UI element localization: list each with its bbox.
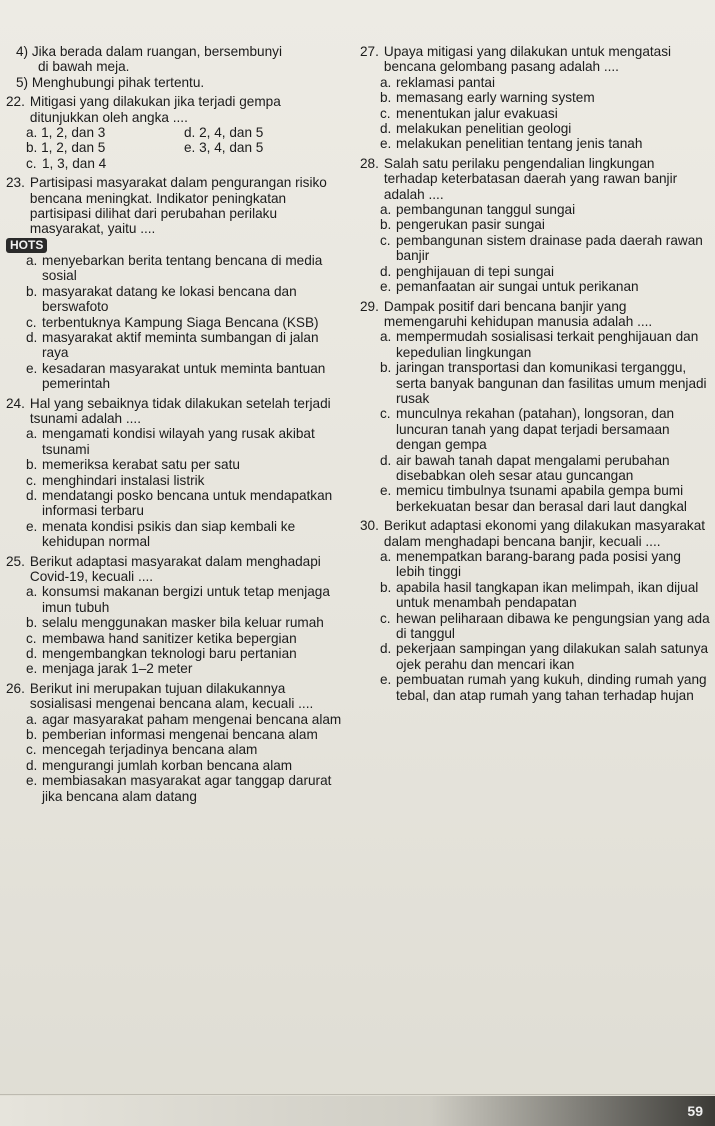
option-text: memicu timbulnya tsunami apabila gempa bumi berkekuatan besar dan berasal dari laut dangkal (396, 483, 687, 514)
answer-option (6, 773, 346, 804)
question-text: Dampak positif dari bencana banjir yang memengaruhi kehidupan manusia adalah .... (383, 298, 653, 329)
answer-option (360, 360, 710, 406)
option-text: hewan peliharaan dibawa ke pengungsian yang ada di tanggul (396, 610, 710, 642)
answer-option (6, 661, 346, 676)
numbered-statement-continuation: di bawah meja. (38, 59, 130, 75)
option-letter: c. (380, 610, 391, 626)
question-text: Berikut adaptasi ekonomi yang dilakukan masyarakat dalam menghadapi bencana banjir, kecuali .... (383, 518, 706, 549)
answer-option (6, 727, 346, 742)
question-number: 28. (360, 155, 379, 171)
answer-option (6, 457, 346, 472)
option-letter: d. (26, 329, 38, 345)
option-text: d. 2, 4, dan 5 (184, 125, 264, 141)
answer-option (6, 284, 346, 315)
option-letter: d. (380, 452, 392, 468)
option-letter: d. (26, 646, 38, 662)
answer-option-row (6, 140, 346, 155)
answer-option (360, 672, 710, 703)
option-letter: e. (26, 661, 38, 677)
option-text: membawa hand sanitizer ketika bepergian (42, 630, 297, 646)
option-letter: d. (380, 641, 392, 657)
option-text: jaringan transportasi dan komunikasi terganggu, serta banyak bangunan dan fasilitas umum menjadi rusak (396, 360, 707, 406)
option-text: agar masyarakat paham mengenai bencana alam (42, 711, 342, 727)
option-letter: b. (380, 217, 392, 233)
option-letter: b. (26, 283, 38, 299)
answer-option (6, 712, 346, 727)
question-number: 30. (360, 518, 379, 534)
left-column (6, 44, 346, 804)
hots-badge: HOTS (6, 238, 47, 253)
option-letter: c. (26, 742, 37, 758)
option-text: pekerjaan sampingan yang dilakukan salah satunya ojek perahu dan mencari ikan (396, 641, 709, 672)
page-number: 59 (687, 1103, 703, 1119)
option-letter: d. (380, 263, 392, 279)
answer-option (6, 361, 346, 392)
option-text: konsumsi makanan bergizi untuk tetap menjaga imun tubuh (42, 584, 330, 615)
option-letter: b. (380, 360, 392, 376)
numbered-statement: 5) Menghubungi pihak tertentu. (16, 74, 205, 90)
option-text: kesadaran masyarakat untuk meminta bantuan pemerintah (42, 360, 326, 392)
answer-option (6, 631, 346, 646)
option-text: apabila hasil tangkapan ikan melimpah, ikan dijual untuk menambah pendapatan (396, 579, 699, 611)
answer-option (6, 615, 346, 630)
option-letter: b. (380, 90, 392, 106)
option-text: melakukan penelitian geologi (396, 121, 572, 137)
question (360, 156, 710, 202)
option-text: pembangunan sistem drainase pada daerah rawan banjir (396, 232, 703, 264)
question (6, 94, 346, 125)
question-text: Berikut ini merupakan tujuan dilakukannya sosialisasi mengenai bencana alam, kecuali .... (29, 680, 314, 712)
option-letter: d. (26, 487, 38, 503)
option-letter: c. (26, 472, 37, 488)
option-letter: a. (380, 202, 392, 218)
answer-option (6, 330, 346, 361)
option-letter: c. (26, 155, 37, 171)
option-letter: e. (380, 672, 392, 688)
question (360, 518, 710, 549)
option-letter: c. (380, 406, 391, 422)
numbered-statement: 4) Jika berada dalam ruangan, bersembunyi (16, 44, 282, 59)
option-letter: e. (26, 518, 38, 534)
option-letter: e. (26, 360, 38, 376)
answer-option (360, 406, 710, 452)
option-text: menentukan jalur evakuasi (396, 105, 558, 121)
option-text: pengerukan pasir sungai (396, 217, 545, 233)
question-number: 25. (6, 553, 25, 569)
option-text: b. 1, 2, dan 5 (26, 140, 106, 156)
question (6, 554, 346, 585)
question-number: 24. (6, 395, 25, 411)
question-text: Upaya mitigasi yang dilakukan untuk mengatasi bencana gelombang pasang adalah .... (383, 44, 672, 75)
option-letter: b. (26, 615, 38, 631)
option-text: menjaga jarak 1–2 meter (42, 661, 193, 677)
option-letter: e. (380, 483, 392, 499)
option-text: pembangunan tanggul sungai (396, 202, 576, 218)
answer-option (360, 264, 710, 279)
answer-option (360, 549, 710, 580)
option-text: masyarakat aktif meminta sumbangan di jalan raya (42, 329, 319, 361)
option-text: pembuatan rumah yang kukuh, dinding rumah yang tebal, dan atap rumah yang tahan terhadap hujan (396, 672, 707, 703)
option-text: membiasakan masyarakat agar tanggap darurat jika bencana alam datang (42, 773, 332, 804)
option-letter: c. (380, 232, 391, 248)
option-text: selalu menggunakan masker bila keluar rumah (42, 615, 324, 631)
question-number: 27. (360, 44, 379, 59)
answer-option (360, 329, 710, 360)
option-text: memasang early warning system (396, 90, 595, 106)
option-text: mengamati kondisi wilayah yang rusak akibat tsunami (42, 426, 315, 457)
question-number: 29. (360, 298, 379, 314)
answer-option (360, 279, 710, 294)
question (6, 681, 346, 712)
option-text: memeriksa kerabat satu per satu (42, 457, 240, 473)
answer-option (360, 483, 710, 514)
question (360, 44, 710, 75)
option-letter: e. (380, 136, 392, 152)
option-text: pemberian informasi mengenai bencana alam (42, 727, 318, 743)
page-footer-bar (0, 1096, 715, 1126)
answer-option (360, 121, 710, 136)
option-text: e. 3, 4, dan 5 (184, 140, 264, 156)
footer-divider (0, 1094, 715, 1095)
answer-option (360, 641, 710, 672)
option-text: mencegah terjadinya bencana alam (42, 742, 258, 758)
option-text: reklamasi pantai (396, 74, 495, 90)
question-text: Mitigasi yang dilakukan jika terjadi gempa ditunjukkan oleh angka .... (29, 94, 281, 125)
option-letter: b. (26, 727, 38, 743)
option-letter: d. (26, 757, 38, 773)
option-letter: a. (380, 329, 392, 345)
option-letter: a. (26, 584, 38, 600)
option-text: menyebarkan berita tentang bencana di media sosial (42, 252, 323, 284)
option-text: menghindari instalasi listrik (42, 472, 205, 488)
option-letter: b. (380, 579, 392, 595)
question-number: 26. (6, 680, 25, 696)
answer-option (360, 580, 710, 611)
option-letter: a. (26, 252, 38, 268)
question-text: Partisipasi masyarakat dalam pengurangan risiko bencana meningkat. Indikator peningkatan partisipasi dilihat dari perubahan perilaku masyarakat, yaitu .... (29, 175, 327, 237)
answer-option (6, 758, 346, 773)
option-letter: e. (26, 773, 38, 789)
option-text: masyarakat datang ke lokasi bencana dan berswafoto (42, 283, 297, 315)
right-column (360, 44, 710, 703)
answer-option (360, 611, 710, 642)
question (6, 396, 346, 427)
option-text: menata kondisi psikis dan siap kembali ke kehidupan normal (42, 518, 296, 550)
option-text: terbentuknya Kampung Siaga Bencana (KSB) (42, 314, 319, 330)
option-text: a. 1, 2, dan 3 (26, 125, 106, 141)
option-letter: c. (26, 630, 37, 646)
answer-option (6, 156, 346, 171)
answer-option (360, 202, 710, 217)
answer-option (6, 253, 346, 284)
answer-option (360, 106, 710, 121)
option-text: mengurangi jumlah korban bencana alam (42, 757, 293, 773)
option-letter: a. (26, 426, 38, 442)
option-text: pemanfaatan air sungai untuk perikanan (396, 279, 639, 295)
option-letter: e. (380, 279, 392, 295)
question (6, 175, 346, 237)
option-text: mengembangkan teknologi baru pertanian (42, 646, 297, 662)
question-text: Salah satu perilaku pengendalian lingkungan terhadap keterbatasan daerah yang rawan banjir adalah .... (383, 155, 678, 202)
option-letter: a. (26, 711, 38, 727)
answer-option (360, 233, 710, 264)
option-text: mempermudah sosialisasi terkait penghijauan dan kepedulian lingkungan (396, 329, 699, 360)
answer-option (6, 315, 346, 330)
answer-option (6, 742, 346, 757)
option-text: 1, 3, dan 4 (42, 155, 107, 171)
option-letter: c. (380, 105, 391, 121)
answer-option (6, 426, 346, 457)
question (360, 299, 710, 330)
option-text: mendatangi posko bencana untuk mendapatkan informasi terbaru (42, 487, 333, 519)
option-letter: c. (26, 314, 37, 330)
option-text: air bawah tanah dapat mengalami perubahan disebabkan oleh sesar atau guncangan (396, 452, 670, 483)
question-number: 22. (6, 94, 25, 110)
answer-option-row (6, 125, 346, 140)
answer-option (6, 519, 346, 550)
question-number: 23. (6, 175, 25, 191)
hots-row (6, 237, 346, 253)
answer-option (360, 453, 710, 484)
answer-option (360, 75, 710, 90)
option-letter: a. (380, 74, 392, 90)
question-text: Berikut adaptasi masyarakat dalam menghadapi Covid-19, kecuali .... (29, 553, 321, 584)
option-letter: d. (380, 121, 392, 137)
question-text: Hal yang sebaiknya tidak dilakukan setelah terjadi tsunami adalah .... (29, 395, 331, 426)
answer-option (6, 584, 346, 615)
option-letter: b. (26, 457, 38, 473)
answer-option (360, 136, 710, 151)
option-letter: a. (380, 549, 392, 564)
answer-option (6, 488, 346, 519)
answer-option (360, 217, 710, 232)
answer-option (6, 473, 346, 488)
option-text: melakukan penelitian tentang jenis tanah (396, 136, 643, 152)
answer-option (6, 646, 346, 661)
answer-option (360, 90, 710, 105)
option-text: menempatkan barang-barang pada posisi yang lebih tinggi (396, 549, 681, 580)
option-text: penghijauan di tepi sungai (396, 263, 554, 279)
option-text: munculnya rekahan (patahan), longsoran, dan luncuran tanah yang dapat terjadi bersamaan dengan gempa (396, 406, 675, 453)
